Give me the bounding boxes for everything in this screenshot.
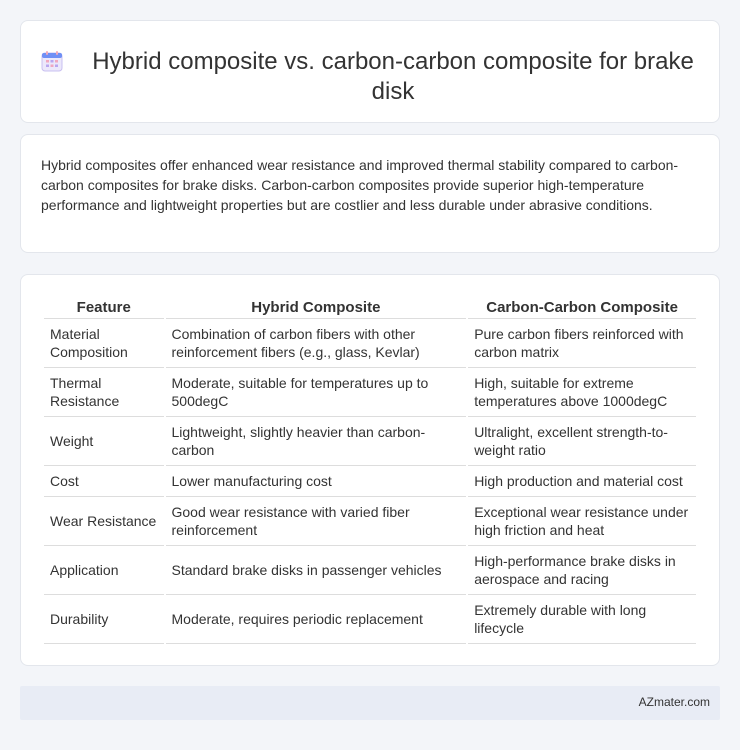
feature-cell: Thermal Resistance [44, 368, 164, 417]
feature-cell: Durability [44, 595, 164, 644]
carbon-cell: Pure carbon fibers reinforced with carbon matrix [468, 319, 696, 368]
table-header-row [44, 297, 696, 319]
table-row [44, 319, 696, 368]
feature-cell: Application [44, 546, 164, 595]
page-title: Hybrid composite vs. carbon-carbon composite for brake disk [92, 48, 694, 105]
hybrid-cell: Lower manufacturing cost [166, 466, 467, 497]
footer-bar [20, 686, 720, 720]
hybrid-cell: Lightweight, slightly heavier than carbon-carbon [166, 417, 467, 466]
feature-cell: Material Composition [44, 319, 164, 368]
header-feature: Feature [44, 297, 164, 319]
feature-cell: Weight [44, 417, 164, 466]
table-row [44, 546, 696, 595]
carbon-cell: Extremely durable with long lifecycle [468, 595, 696, 644]
title-wrap [21, 21, 719, 107]
comparison-card [20, 274, 720, 666]
carbon-cell: Ultralight, excellent strength-to-weight ratio [468, 417, 696, 466]
summary-paragraph: Hybrid composites offer enhanced wear resistance and improved thermal stability compared to carbon-carbon composites for brake disks. Carbon-carbon composites provide superior high-temperature performance and lightweight properties but are costlier and less durable under abrasive conditions. [41, 157, 679, 213]
comparison-table [42, 297, 698, 644]
table-row [44, 368, 696, 417]
hybrid-cell: Good wear resistance with varied fiber reinforcement [166, 497, 467, 546]
hybrid-cell: Standard brake disks in passenger vehicles [166, 546, 467, 595]
footer-site-link[interactable]: AZmater.com [638, 695, 710, 709]
header-hybrid: Hybrid Composite [166, 297, 467, 319]
carbon-cell: High production and material cost [468, 466, 696, 497]
calendar-icon [41, 50, 63, 72]
table-row [44, 497, 696, 546]
carbon-cell: High-performance brake disks in aerospace and racing [468, 546, 696, 595]
summary-card [20, 134, 720, 253]
feature-cell: Wear Resistance [44, 497, 164, 546]
carbon-cell: Exceptional wear resistance under high friction and heat [468, 497, 696, 546]
table-row [44, 595, 696, 644]
hybrid-cell: Moderate, requires periodic replacement [166, 595, 467, 644]
header-carbon: Carbon-Carbon Composite [468, 297, 696, 319]
title-card [20, 20, 720, 123]
table-row [44, 466, 696, 497]
hybrid-cell: Moderate, suitable for temperatures up to 500degC [166, 368, 467, 417]
feature-cell: Cost [44, 466, 164, 497]
carbon-cell: High, suitable for extreme temperatures above 1000degC [468, 368, 696, 417]
table-row [44, 417, 696, 466]
hybrid-cell: Combination of carbon fibers with other reinforcement fibers (e.g., glass, Kevlar) [166, 319, 467, 368]
